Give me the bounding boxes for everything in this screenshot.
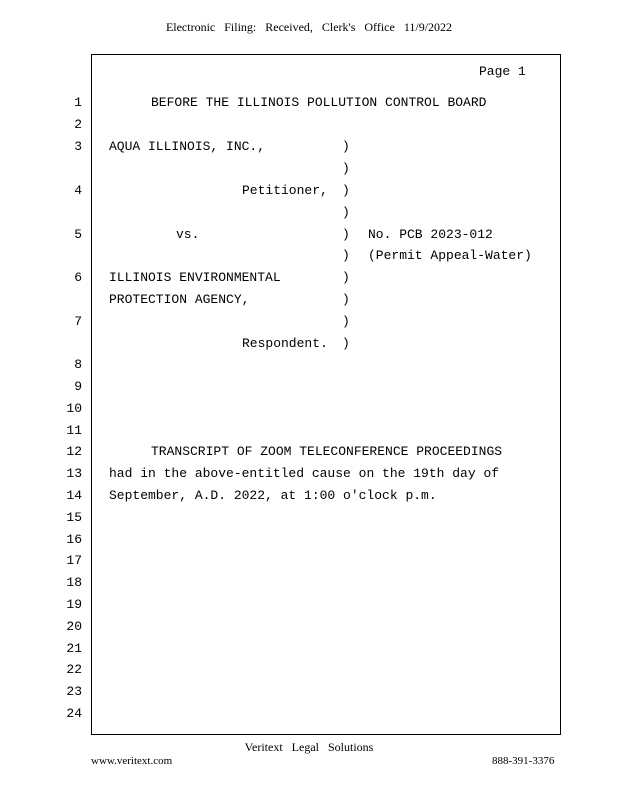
caption-paren: ): [342, 336, 350, 351]
caption-paren: ): [342, 292, 350, 307]
page-number: Page 1: [479, 64, 526, 79]
respondent-name-line-2: PROTECTION AGENCY,: [109, 292, 250, 307]
caption-paren: ): [342, 161, 350, 176]
line-number: 15: [66, 510, 82, 525]
footer-company: Veritext Legal Solutions: [244, 740, 374, 754]
line-number: 14: [66, 488, 82, 503]
transcript-title: TRANSCRIPT OF ZOOM TELECONFERENCE PROCEEDINGS: [151, 444, 503, 459]
line-number: 24: [66, 706, 82, 721]
line-number: 12: [66, 444, 82, 459]
line-number: 1: [74, 95, 82, 110]
petitioner-name: AQUA ILLINOIS, INC.,: [109, 139, 266, 154]
transcript-body-line: September, A.D. 2022, at 1:00 o'clock p.m.: [109, 488, 437, 503]
line-number: 9: [74, 379, 82, 394]
line-number: 17: [66, 553, 82, 568]
caption-paren: ): [342, 205, 350, 220]
line-number: 11: [66, 423, 82, 438]
line-number: 23: [66, 684, 82, 699]
case-number: No. PCB 2023-012: [368, 227, 493, 242]
line-number: 5: [74, 227, 82, 242]
transcript-page-frame: [91, 54, 561, 735]
line-number: 22: [66, 662, 82, 677]
respondent-name-line-1: ILLINOIS ENVIRONMENTAL: [109, 270, 281, 285]
versus-label: vs.: [176, 227, 200, 242]
line-number: 3: [74, 139, 82, 154]
transcript-body-line: had in the above-entitled cause on the 19th day of: [109, 466, 500, 481]
line-number: 21: [66, 641, 82, 656]
line-number: 2: [74, 117, 82, 132]
line-number: 7: [74, 314, 82, 329]
caption-paren: ): [342, 183, 350, 198]
petitioner-role: Petitioner,: [242, 183, 328, 198]
caption-paren: ): [342, 248, 350, 263]
line-number: 18: [66, 575, 82, 590]
line-number: 16: [66, 532, 82, 547]
line-number: 19: [66, 597, 82, 612]
caption-paren: ): [342, 227, 350, 242]
case-type: (Permit Appeal-Water): [368, 248, 532, 263]
line-number: 8: [74, 357, 82, 372]
line-number: 10: [66, 401, 82, 416]
caption-paren: ): [342, 139, 350, 154]
board-heading: BEFORE THE ILLINOIS POLLUTION CONTROL BOARD: [151, 95, 487, 110]
respondent-role: Respondent.: [242, 336, 328, 351]
line-number: 4: [74, 183, 82, 198]
line-number: 20: [66, 619, 82, 634]
footer-phone: 888-391-3376: [492, 755, 555, 767]
footer-website: www.veritext.com: [91, 755, 173, 767]
caption-paren: ): [342, 270, 350, 285]
line-number: 13: [66, 466, 82, 481]
caption-paren: ): [342, 314, 350, 329]
line-number: 6: [74, 270, 82, 285]
filing-header: Electronic Filing: Received, Clerk's Office 11/9/2022: [165, 20, 453, 34]
